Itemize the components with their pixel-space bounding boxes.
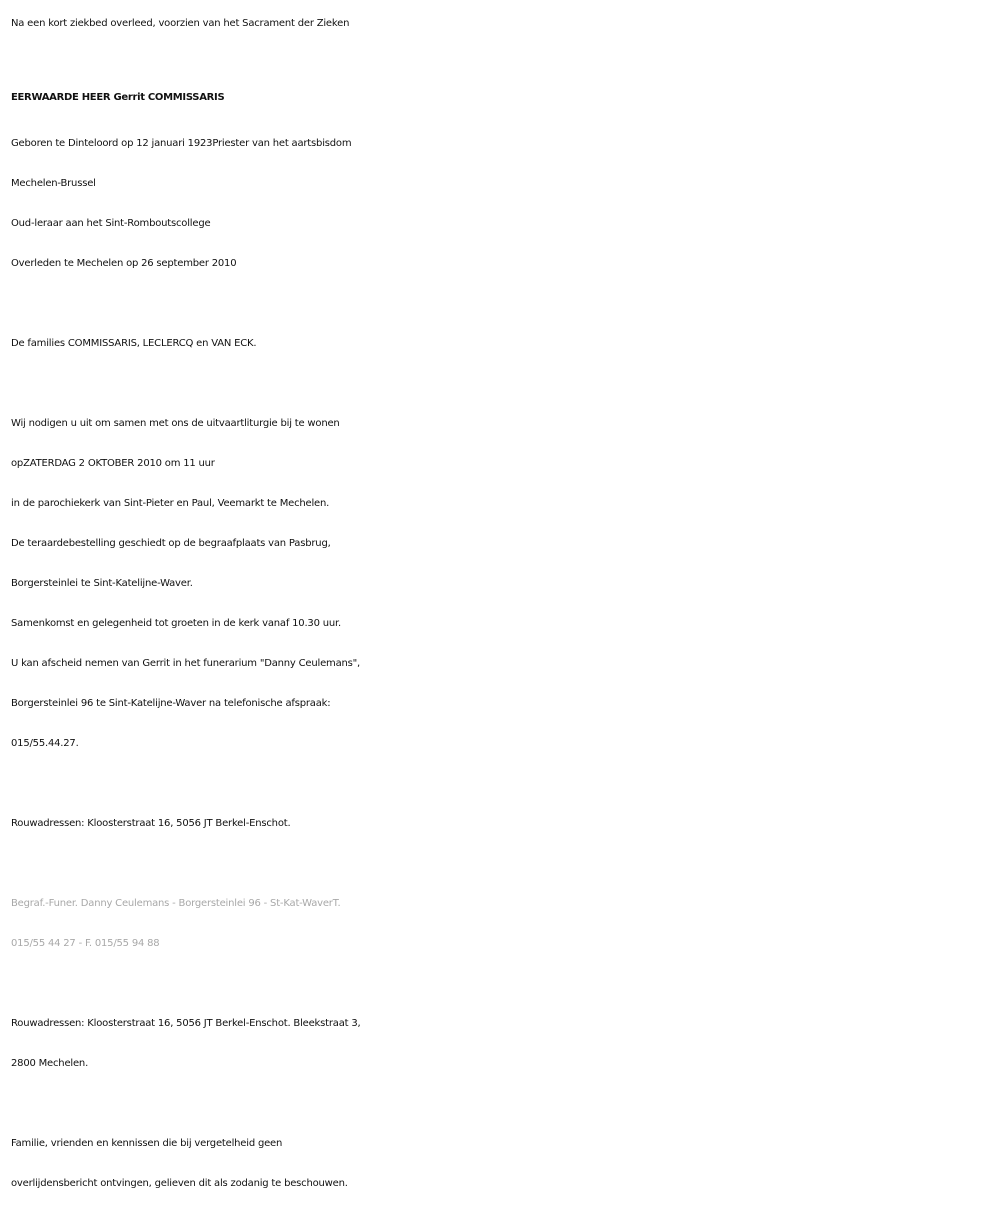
bio-line: Oud-leraar aan het Sint-Romboutscollege (11, 218, 211, 229)
spacer (11, 844, 991, 884)
closing-line: Familie, vrienden en kennissen die bij vergetelheid geen (11, 1138, 283, 1149)
spacer (11, 764, 991, 804)
mourning-address-line: 2800 Mechelen. (11, 1058, 89, 1069)
invitation-line: Samenkomst en gelegenheid tot groeten in de kerk vanaf 10.30 uur. (11, 618, 341, 629)
bio-line: Mechelen-Brussel (11, 178, 96, 189)
invitation-line: in de parochiekerk van Sint-Pieter en Paul, Veemarkt te Mechelen. (11, 498, 330, 509)
families-text: De families COMMISSARIS, LECLERCQ en VAN ECK. (11, 338, 257, 349)
mourning-address-line: Rouwadressen: Kloosterstraat 16, 5056 JT Berkel-Enschot. Bleekstraat 3, (11, 1018, 361, 1029)
deceased-title: EERWAARDE HEER Gerrit COMMISSARIS (11, 92, 225, 103)
obituary-document (11, 4, 991, 1204)
invitation-line: U kan afscheid nemen van Gerrit in het funerarium "Danny Ceulemans", (11, 658, 361, 669)
intro-text: Na een kort ziekbed overleed, voorzien van het Sacrament der Zieken (11, 18, 350, 29)
invitation-line: Wij nodigen u uit om samen met ons de uitvaartliturgie bij te wonen (11, 418, 340, 429)
spacer (11, 364, 991, 404)
invitation-line: opZATERDAG 2 OKTOBER 2010 om 11 uur (11, 458, 215, 469)
invitation-line: Borgersteinlei te Sint-Katelijne-Waver. (11, 578, 193, 589)
invitation-line: 015/55.44.27. (11, 738, 79, 749)
bio-block (11, 124, 991, 284)
closing-block (11, 1124, 991, 1204)
closing-line: overlijdensbericht ontvingen, gelieven dit als zodanig te beschouwen. (11, 1178, 348, 1189)
invitation-block (11, 404, 991, 764)
spacer (11, 284, 991, 324)
bio-line: Geboren te Dinteloord op 12 januari 1923Priester van het aartsbisdom (11, 138, 352, 149)
funeral-home-block (11, 884, 991, 964)
mourning-address-block (11, 1004, 991, 1084)
invitation-line: De teraardebestelling geschiedt op de begraafplaats van Pasbrug, (11, 538, 331, 549)
bio-line: Overleden te Mechelen op 26 september 2010 (11, 258, 237, 269)
invitation-line: Borgersteinlei 96 te Sint-Katelijne-Waver na telefonische afspraak: (11, 698, 331, 709)
funeral-home-line: Begraf.-Funer. Danny Ceulemans - Borgersteinlei 96 - St-Kat-WaverT. (11, 898, 341, 909)
mourning-address: Rouwadressen: Kloosterstraat 16, 5056 JT Berkel-Enschot. (11, 818, 291, 829)
funeral-home-line: 015/55 44 27 - F. 015/55 94 88 (11, 938, 160, 949)
spacer (11, 964, 991, 1004)
spacer (11, 1084, 991, 1124)
